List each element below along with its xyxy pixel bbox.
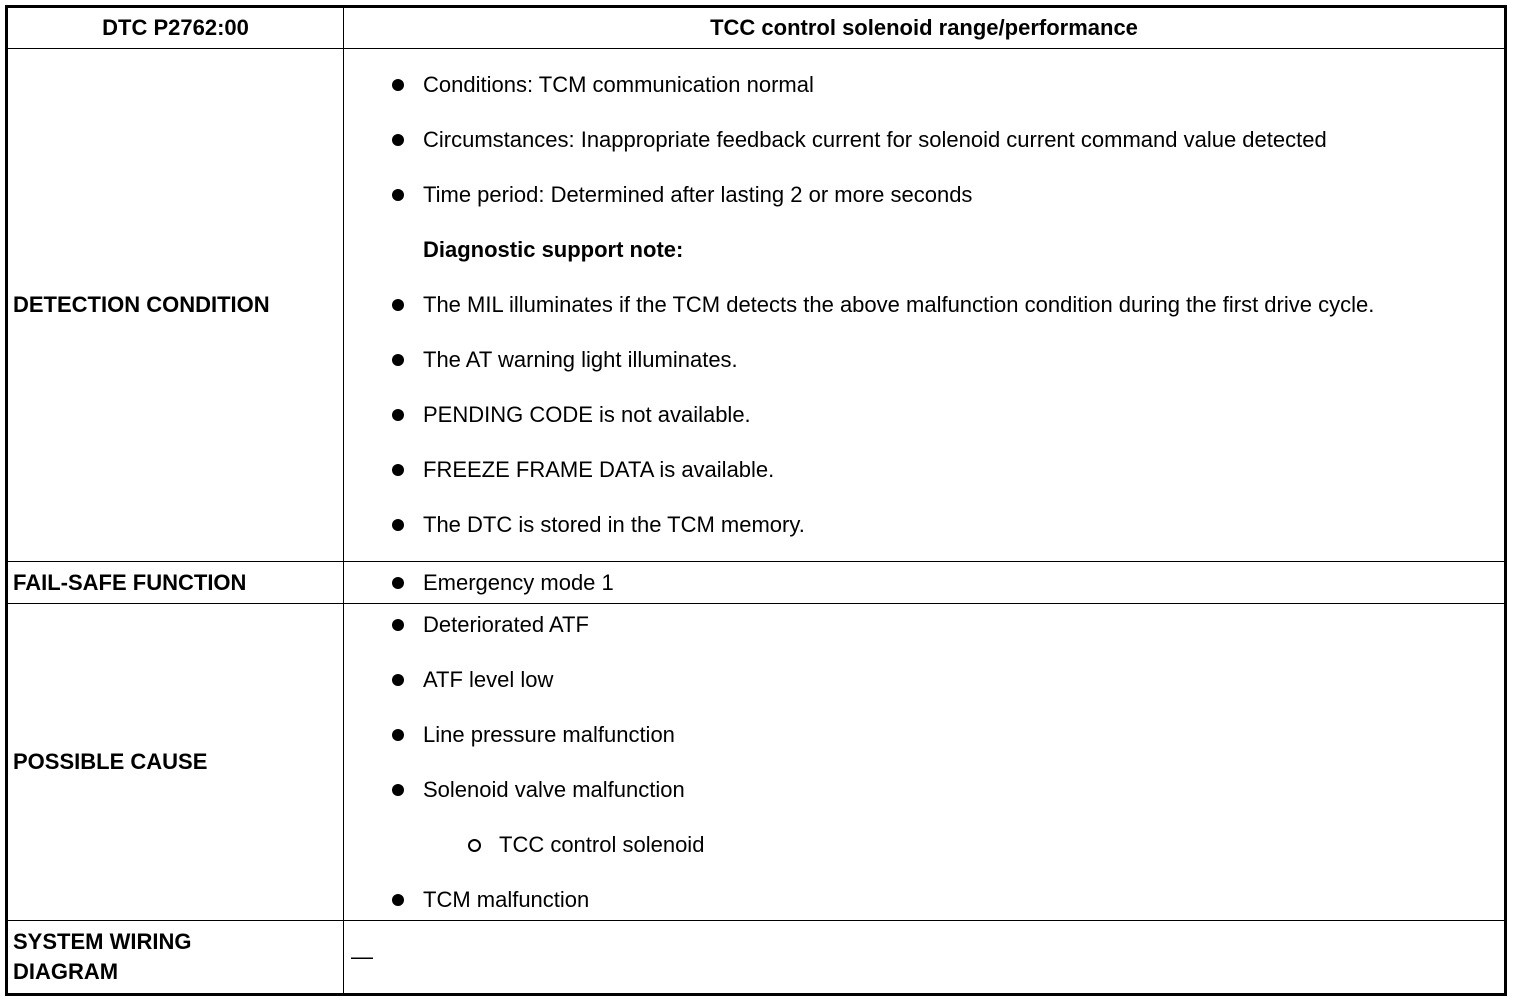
detection-condition-list <box>344 70 1504 540</box>
system-wiring-label: SYSTEM WIRING DIAGRAM <box>7 921 344 995</box>
list-item: Emergency mode 1 <box>344 568 1504 598</box>
fail-safe-row <box>7 562 1506 604</box>
list-item: Time period: Determined after lasting 2 or more seconds <box>344 180 1504 210</box>
possible-cause-label: POSSIBLE CAUSE <box>7 604 344 921</box>
header-row <box>7 7 1506 49</box>
list-item: PENDING CODE is not available. <box>344 400 1504 430</box>
diagnostic-support-note-heading: Diagnostic support note: <box>423 237 684 262</box>
possible-cause-content <box>344 604 1506 921</box>
list-item: Deteriorated ATF <box>344 610 1504 640</box>
dtc-title: TCC control solenoid range/performance <box>344 7 1506 49</box>
detection-condition-row <box>7 49 1506 562</box>
system-wiring-content <box>344 921 1506 995</box>
possible-cause-list <box>344 610 1504 915</box>
list-item: Line pressure malfunction <box>344 720 1504 750</box>
fail-safe-content <box>344 562 1506 604</box>
dtc-code: DTC P2762:00 <box>7 7 344 49</box>
fail-safe-list <box>344 568 1504 598</box>
list-item: TCM malfunction <box>344 885 1504 915</box>
possible-cause-row <box>7 604 1506 921</box>
detection-condition-label: DETECTION CONDITION <box>7 49 344 562</box>
system-wiring-value: — <box>351 944 373 969</box>
detection-condition-content <box>344 49 1506 562</box>
list-item: The MIL illuminates if the TCM detects the above malfunction condition during the first drive cycle. <box>344 290 1504 320</box>
list-item: The AT warning light illuminates. <box>344 345 1504 375</box>
sub-list-item: TCC control solenoid <box>344 830 1504 860</box>
list-item: FREEZE FRAME DATA is available. <box>344 455 1504 485</box>
list-item: The DTC is stored in the TCM memory. <box>344 510 1504 540</box>
list-item: Circumstances: Inappropriate feedback current for solenoid current command value detected <box>344 125 1504 155</box>
list-item: ATF level low <box>344 665 1504 695</box>
fail-safe-label: FAIL-SAFE FUNCTION <box>7 562 344 604</box>
dtc-table <box>5 5 1507 996</box>
list-item: Conditions: TCM communication normal <box>344 70 1504 100</box>
list-item: Solenoid valve malfunction <box>344 775 1504 805</box>
system-wiring-row <box>7 921 1506 995</box>
